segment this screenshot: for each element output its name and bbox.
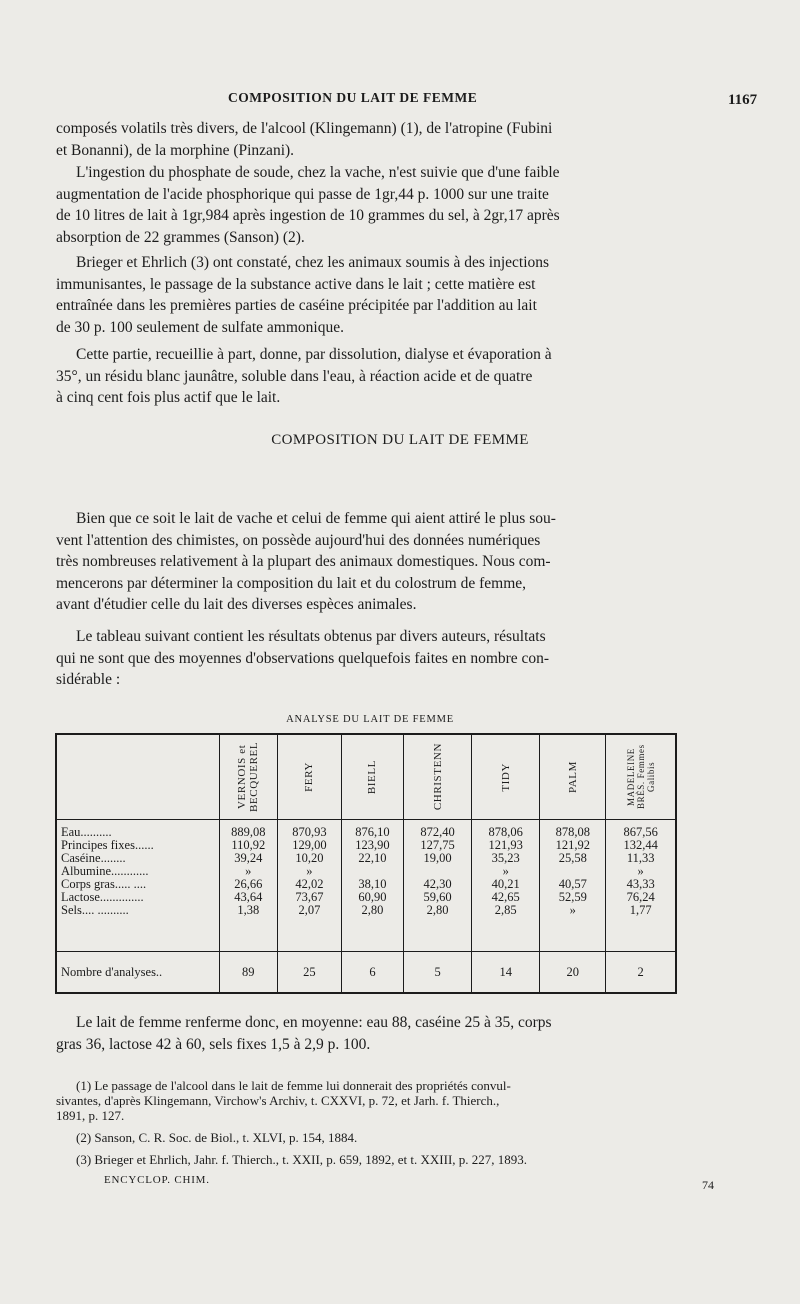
text-line: Cette partie, recueillie à part, donne, par dissolution, dialyse et évaporation à: [76, 346, 552, 363]
footnote-2: [56, 1130, 696, 1145]
count-cell: 20: [540, 952, 606, 993]
column-header: [277, 735, 341, 820]
row-labels: [57, 820, 219, 952]
row-label: Caséine........: [61, 851, 126, 865]
text-line: avant d'étudier celle du lait des diverses espèces animales.: [56, 596, 417, 613]
text-line: à cinq cent fois plus actif que le lait.: [56, 389, 281, 406]
table-cell: 26,66: [234, 877, 263, 891]
data-column: [219, 820, 277, 952]
conclusion-paragraph: [56, 1012, 684, 1055]
table-cell: 42,65: [491, 890, 520, 904]
page-header: [0, 90, 800, 114]
running-title: COMPOSITION DU LAIT DE FEMME: [228, 90, 478, 105]
footer-label: ENCYCLOP. CHIM.: [104, 1174, 210, 1186]
paragraph-2: [56, 162, 684, 248]
table-cell: 22,10: [358, 851, 387, 865]
table-cell: 59,60: [423, 890, 452, 904]
text-line: de 30 p. 100 seulement de sulfate ammonique.: [56, 318, 344, 336]
analysis-count-row: [57, 952, 675, 993]
paragraph-3: [56, 252, 684, 338]
text-line: Bien que ce soit le lait de vache et celui de femme qui aient attiré le plus sou-: [76, 510, 556, 527]
text-line: (1) Le passage de l'alcool dans le lait de femme lui donnerait des propriétés convul-: [76, 1078, 511, 1093]
paragraph-4: [56, 344, 684, 409]
table-cell: 2,80: [361, 903, 384, 917]
text-line: (2) Sanson, C. R. Soc. de Biol., t. XLVI, p. 154, 1884.: [76, 1130, 358, 1145]
text-line: composés volatils très divers, de l'alcool (Klingemann) (1), de l'atropine (Fubini: [56, 120, 553, 137]
table-cell: »: [306, 864, 313, 878]
table-cell: 2,85: [494, 903, 517, 917]
row-label: Lactose..............: [61, 890, 144, 904]
column-header: [540, 735, 606, 820]
author-name: PALM: [566, 761, 579, 793]
table-cell: 2,07: [298, 903, 321, 917]
footnote-3: [56, 1152, 696, 1167]
table-cell: 43,33: [626, 877, 655, 891]
table-cell: 52,59: [558, 890, 587, 904]
label-column-header: [57, 735, 219, 820]
text-line: et Bonanni), de la morphine (Pinzani).: [56, 141, 295, 159]
section-title: COMPOSITION DU LAIT DE FEMME: [271, 432, 529, 448]
table-cell: 129,00: [292, 838, 327, 852]
table-cell: »: [245, 864, 252, 878]
text-line: L'ingestion du phosphate de soude, chez la vache, n'est suivie que d'une faible: [76, 164, 560, 181]
count-cell: 5: [404, 952, 472, 993]
text-line: 1891, p. 127.: [56, 1108, 125, 1123]
data-column: [472, 820, 540, 952]
text-line: sivantes, d'après Klingemann, Virchow's Archiv, t. CXXVI, p. 72, et Jarh. f. Thierch.,: [56, 1093, 500, 1108]
table-cell: 123,90: [355, 838, 390, 852]
table-cell: »: [637, 864, 644, 878]
row-label: Albumine............: [61, 864, 149, 878]
row-label: Principes fixes......: [61, 838, 154, 852]
column-header: [606, 735, 675, 820]
text-line: gras 36, lactose 42 à 60, sels fixes 1,5 à 2,9 p. 100.: [56, 1035, 371, 1053]
table-cell: 40,57: [558, 877, 587, 891]
table-cell: 872,40: [420, 825, 455, 839]
count-cell: 25: [277, 952, 341, 993]
row-label: Eau..........: [61, 825, 112, 839]
column-header: [341, 735, 403, 820]
text-line: Le tableau suivant contient les résultats obtenus par divers auteurs, résultats: [76, 628, 546, 645]
table-cell: 60,90: [358, 890, 387, 904]
author-name: MADELEINE BRÈS. Femmes Galibis: [625, 744, 656, 810]
column-header: [219, 735, 277, 820]
column-header: [404, 735, 472, 820]
table-cell: 1,77: [629, 903, 652, 917]
table-cell: 1,38: [237, 903, 260, 917]
table-cell: 73,67: [295, 890, 324, 904]
data-column: [404, 820, 472, 952]
count-cell: 89: [219, 952, 277, 993]
table-cell: 878,06: [488, 825, 523, 839]
data-column: [540, 820, 606, 952]
table-caption: ANALYSE DU LAIT DE FEMME: [286, 714, 454, 725]
paragraph-6: [56, 626, 684, 691]
count-cell: 6: [341, 952, 403, 993]
author-name: BIELL: [366, 759, 379, 795]
author-name: VERNOIS et BECQUEREL: [236, 741, 261, 813]
author-name: CHRISTENN: [431, 743, 444, 811]
author-name: TIDY: [499, 762, 512, 792]
table-cell: 110,92: [231, 838, 266, 852]
table-cell: »: [502, 864, 509, 878]
table-cell: 35,23: [491, 851, 520, 865]
table-cell: 870,93: [292, 825, 327, 839]
table-cell: 11,33: [626, 851, 655, 865]
table-cell: 76,24: [626, 890, 655, 904]
text-line: (3) Brieger et Ehrlich, Jahr. f. Thierch., t. XXII, p. 659, 1892, et t. XXIII, p. 227, 1893.: [76, 1152, 528, 1167]
text-line: vent l'attention des chimistes, on possède aujourd'hui des données numériques: [56, 531, 541, 549]
text-line: de 10 litres de lait à 1gr,984 après ingestion de 10 grammes du sel, à 2gr,17 après: [56, 207, 560, 224]
table-cell: 2,80: [426, 903, 449, 917]
table-cell: »: [569, 903, 576, 917]
table-header-row: [57, 735, 675, 820]
paragraph-5: [56, 508, 684, 616]
table-cell: 121,93: [488, 838, 523, 852]
text-line: très nombreuses relativement à la plupart des animaux domestiques. Nous com-: [56, 553, 551, 570]
text-line: immunisantes, le passage de la substance active dans le lait ; cette matière est: [56, 275, 536, 293]
table-cell: 40,21: [491, 877, 520, 891]
text-line: entraînée dans les premières parties de caséine précipitée par l'addition au lait: [56, 297, 537, 314]
table-cell: 878,08: [555, 825, 590, 839]
analysis-table: [55, 733, 677, 994]
table-cell: 132,44: [623, 838, 658, 852]
text-line: mencerons par déterminer la composition du lait et du colostrum de femme,: [56, 574, 527, 592]
data-column: [277, 820, 341, 952]
count-cell: 2: [606, 952, 675, 993]
table-cell: 876,10: [355, 825, 390, 839]
signature-mark: 74: [702, 1178, 714, 1192]
table-cell: 42,02: [295, 877, 324, 891]
table-cell: 38,10: [358, 877, 387, 891]
table-cell: 867,56: [623, 825, 658, 839]
table-cell: 42,30: [423, 877, 452, 891]
page-number: 1167: [728, 92, 758, 108]
table-cell: 25,58: [558, 851, 587, 865]
author-name: FERY: [303, 762, 316, 792]
table-body-row: [57, 820, 675, 952]
table-cell: 127,75: [420, 838, 455, 852]
column-header: [472, 735, 540, 820]
text-line: Brieger et Ehrlich (3) ont constaté, chez les animaux soumis à des injections: [76, 254, 550, 271]
paragraph-1: [56, 118, 684, 161]
table-cell: 43,64: [234, 890, 263, 904]
footnote-1: [56, 1078, 696, 1123]
text-line: sidérable :: [56, 671, 121, 688]
text-line: qui ne sont que des moyennes d'observations quelquefois faites en nombre con-: [56, 649, 550, 667]
table-cell: 889,08: [231, 825, 266, 839]
table-cell: 19,00: [423, 851, 452, 865]
text-line: Le lait de femme renferme donc, en moyenne: eau 88, caséine 25 à 35, corps: [76, 1014, 552, 1031]
text-line: absorption de 22 grammes (Sanson) (2).: [56, 228, 305, 246]
text-line: augmentation de l'acide phosphorique qui passe de 1gr,44 p. 1000 sur une traite: [56, 185, 549, 203]
table-cell: 39,24: [234, 851, 263, 865]
row-label: Corps gras..... ....: [61, 877, 147, 891]
count-cell: 14: [472, 952, 540, 993]
table-cell: 121,92: [555, 838, 590, 852]
data-column: [341, 820, 403, 952]
row-label: Sels.... ..........: [61, 903, 129, 917]
table-cell: 10,20: [295, 851, 324, 865]
count-label: Nombre d'analyses..: [57, 952, 219, 993]
text-line: 35°, un résidu blanc jaunâtre, soluble dans l'eau, à réaction acide et de quatre: [56, 367, 533, 385]
data-column: [606, 820, 675, 952]
